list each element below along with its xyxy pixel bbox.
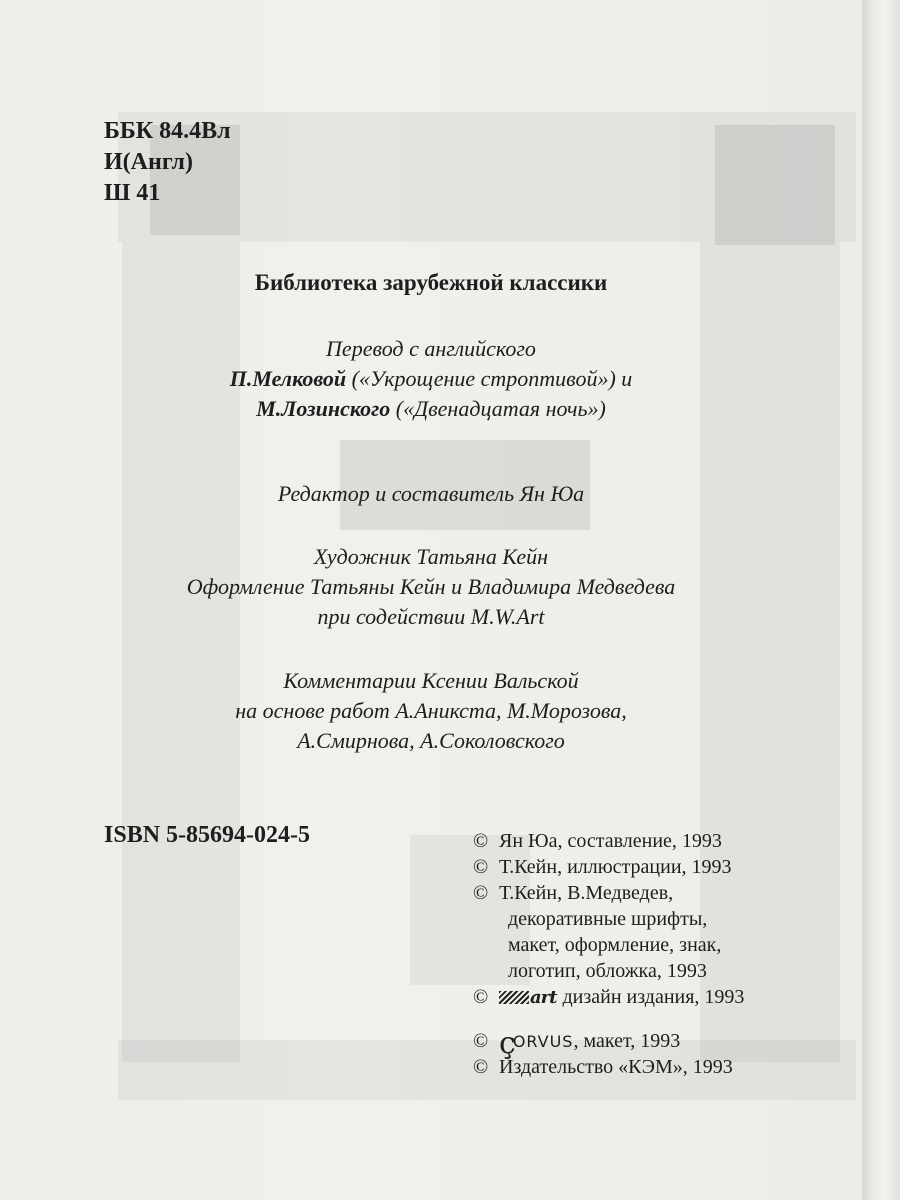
- mw-logo-text: art: [530, 987, 557, 1008]
- bbk-line-1: ББК 84.4Вл: [104, 118, 231, 144]
- copyright-symbol: ©: [473, 856, 489, 878]
- copyright-entry: [473, 1026, 744, 1061]
- page-edge: [862, 0, 900, 1200]
- bbk-line-2: И(Англ): [104, 149, 193, 175]
- copyright-continuation: логотип, обложка, 1993: [508, 960, 707, 982]
- copyright-entry: [473, 1054, 744, 1080]
- translator-2-work: («Двенадцатая ночь»): [390, 396, 606, 421]
- translation-line-2: [0, 364, 862, 394]
- copyright-continuation: макет, оформление, знак,: [508, 934, 722, 956]
- copyright-continuation: декоративные шрифты,: [508, 908, 708, 930]
- copyright-symbol: ©: [473, 986, 489, 1008]
- copyright-list: [473, 828, 744, 1080]
- isbn: ISBN 5-85694-024-5: [104, 822, 311, 848]
- translator-1-name: П.Мелковой: [229, 366, 347, 391]
- mw-art-logo: [499, 985, 556, 1011]
- copyright-text: , макет, 1993: [573, 1030, 681, 1052]
- corvus-logo: [499, 1026, 574, 1061]
- artist-credits: [0, 542, 862, 632]
- bbk-line-3: Ш 41: [104, 180, 161, 206]
- comments-credits: [0, 666, 862, 756]
- editor-credit: Редактор и составитель Ян Юа: [277, 481, 585, 506]
- bbk-classification: [104, 116, 231, 209]
- corvus-bird-icon: ç: [499, 1026, 517, 1061]
- copyright-text: Т.Кейн, В.Медведев,: [499, 882, 674, 904]
- artist-line-1: Художник Татьяна Кейн: [313, 544, 549, 569]
- frame-ghost-corner-right: [715, 125, 835, 245]
- translation-line-1: Перевод с английского: [326, 336, 536, 361]
- mw-logo-hatch: [499, 991, 529, 1004]
- copyright-symbol: ©: [473, 882, 489, 904]
- comments-line-1: Комментарии Ксении Вальской: [283, 668, 579, 693]
- copyright-text: дизайн издания, 1993: [562, 986, 745, 1008]
- copyright-entry: [473, 828, 744, 854]
- copyright-text: Издательство «КЭМ», 1993: [499, 1056, 733, 1078]
- artist-line-3: при содействии M.W.Art: [317, 604, 545, 629]
- copyright-text: Ян Юа, составление, 1993: [499, 830, 722, 852]
- copyright-symbol: ©: [473, 1030, 489, 1052]
- copyright-entry: [473, 984, 744, 1010]
- copyright-symbol: ©: [473, 830, 489, 852]
- copyright-text: Т.Кейн, иллюстрации, 1993: [499, 856, 732, 878]
- comments-line-3: А.Смирнова, А.Соколовского: [297, 728, 565, 753]
- translation-credits: [0, 334, 862, 424]
- translation-line-3: [0, 394, 862, 424]
- comments-line-2: на основе работ А.Аникста, М.Морозова,: [235, 698, 627, 723]
- translator-1-work: («Укрощение строптивой») и: [346, 366, 633, 391]
- artist-line-2: Оформление Татьяны Кейн и Владимира Медведева: [186, 574, 676, 599]
- series-title: Библиотека зарубежной классики: [254, 270, 608, 295]
- copyright-symbol: ©: [473, 1056, 489, 1078]
- copyright-entry: [473, 880, 744, 906]
- corvus-logo-text: ORVUS: [512, 1032, 574, 1051]
- copyright-entry: [473, 854, 744, 880]
- translator-2-name: М.Лозинского: [256, 396, 391, 421]
